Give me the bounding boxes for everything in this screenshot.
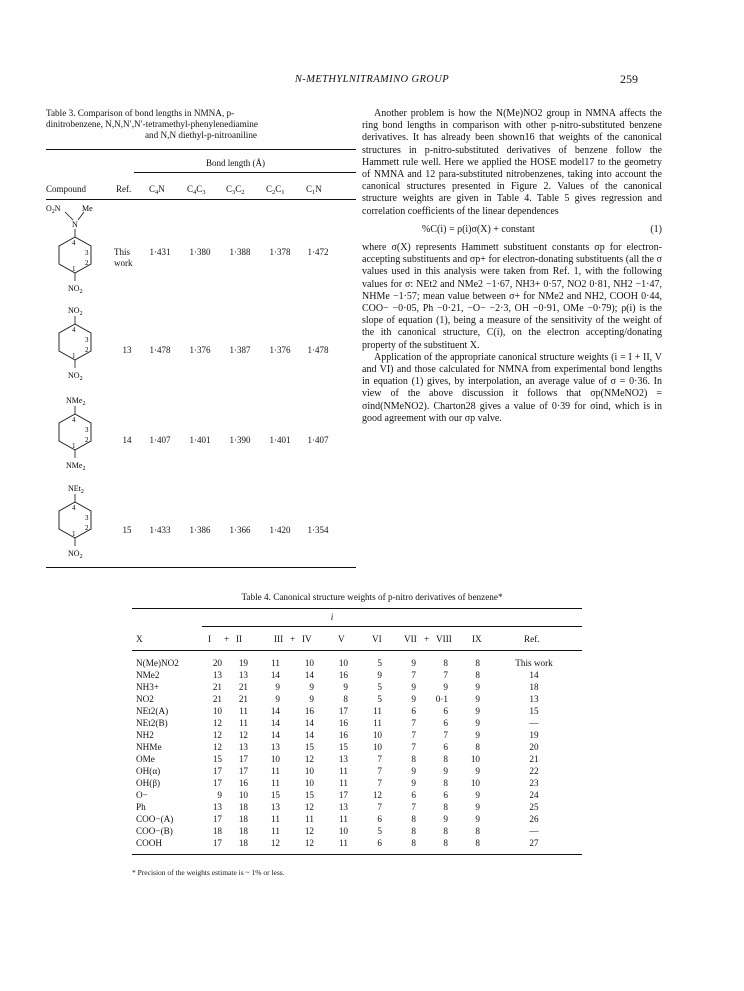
table3-cell: 1·478 <box>307 345 329 355</box>
table4-cell: 10 <box>338 826 348 836</box>
structure-dinitrobenzene <box>46 305 116 389</box>
table4-cell: 9 <box>217 790 222 800</box>
table3-caption-line: dinitrobenzene, N,N,N′,N′-tetramethyl-phenylenediamine <box>46 119 258 129</box>
svg-text:1: 1 <box>72 352 76 360</box>
table4-substituent: NMe2 <box>136 670 160 680</box>
table4-cell: 11 <box>339 814 348 824</box>
table4-substituent: NO2 <box>136 694 154 704</box>
table4-cell: 7 <box>411 730 416 740</box>
table4-cell: 18 <box>238 814 248 824</box>
table4-header-cell: IV <box>302 634 312 644</box>
table4-cell: 10 <box>372 742 382 752</box>
table4-cell: 8 <box>443 838 448 848</box>
table3-cell: 1·388 <box>229 247 251 257</box>
table4-cell: 9 <box>411 778 416 788</box>
table4-cell: 27 <box>529 838 539 848</box>
table4-cell: 13 <box>338 802 348 812</box>
table4-cell: 12 <box>304 826 314 836</box>
table4-header-cell: II <box>236 634 243 644</box>
table3-ref: 14 <box>122 435 132 445</box>
table-rule <box>132 608 582 609</box>
table4-cell: 11 <box>271 814 280 824</box>
table4-footnote: * Precision of the weights estimate is ~ 1% or less. <box>132 868 285 877</box>
table4-cell: 8 <box>411 838 416 848</box>
svg-text:4: 4 <box>72 239 76 247</box>
table4-cell: 14 <box>529 670 539 680</box>
table4-cell: 17 <box>212 778 222 788</box>
table-rule <box>132 650 582 651</box>
table-row <box>132 658 582 669</box>
table3-col-compound: Compound <box>46 184 87 194</box>
table4-substituent: NHMe <box>136 742 162 752</box>
table4-cell: 9 <box>343 682 348 692</box>
table-row <box>132 838 582 849</box>
svg-text:2: 2 <box>85 436 89 444</box>
table4-cell: 17 <box>212 766 222 776</box>
table4-cell: 11 <box>339 778 348 788</box>
svg-text:Me: Me <box>82 204 93 213</box>
table4-cell: 8 <box>411 814 416 824</box>
table4-cell: 16 <box>338 730 348 740</box>
table4-cell: 8 <box>443 658 448 668</box>
table4-cell: — <box>529 826 539 836</box>
table4-substituent: NH3+ <box>136 682 160 692</box>
table4-cell: 11 <box>271 766 280 776</box>
table4-cell: 10 <box>470 778 480 788</box>
table3-cell: 1·401 <box>189 435 211 445</box>
table4-cell: 26 <box>529 814 539 824</box>
svg-text:N: N <box>72 220 78 229</box>
table-row <box>132 682 582 693</box>
table3-cell: 1·386 <box>189 525 211 535</box>
svg-text:NO2: $NO_2$ <box>68 371 83 382</box>
svg-text:NEt2: NEt$_2$ <box>68 484 84 495</box>
table4-cell: 9 <box>475 682 480 692</box>
table4-cell: 10 <box>212 706 222 716</box>
table4-cell: 14 <box>304 730 314 740</box>
table4-cell: 20 <box>212 658 222 668</box>
table-row <box>132 802 582 813</box>
table4-substituent: N(Me)NO2 <box>136 658 179 668</box>
table4-cell: 6 <box>443 718 448 728</box>
table3-cell: 1·433 <box>149 525 171 535</box>
table-row <box>132 826 582 837</box>
table4-cell: 7 <box>377 754 382 764</box>
table4-cell: 11 <box>271 778 280 788</box>
table4-cell: 22 <box>529 766 539 776</box>
table4-header-cell: Ref. <box>524 634 540 644</box>
table-row <box>132 730 582 741</box>
table4-cell: 9 <box>475 730 480 740</box>
table4-cell: 6 <box>377 838 382 848</box>
table4-cell: 19 <box>529 730 539 740</box>
svg-text:NO2: $NO_2$ <box>68 549 83 560</box>
table4-cell: 21 <box>212 682 222 692</box>
svg-text:1: 1 <box>72 530 76 538</box>
table4-cell: 7 <box>411 718 416 728</box>
table4-cell: 11 <box>373 706 382 716</box>
table4-cell: 14 <box>304 670 314 680</box>
table4-cell: 7 <box>443 670 448 680</box>
table3-caption-line: and N,N diethyl-p-nitroaniline <box>144 130 257 140</box>
table4-cell: 11 <box>373 718 382 728</box>
table4-cell: 9 <box>443 682 448 692</box>
equation-number: (1) <box>650 223 662 235</box>
table3-ref: 13 <box>122 345 132 355</box>
table4-cell: 16 <box>338 718 348 728</box>
table4-cell: 8 <box>443 754 448 764</box>
table4-cell: 7 <box>411 742 416 752</box>
svg-text:2: 2 <box>85 524 89 532</box>
table3-cell: 1·472 <box>307 247 329 257</box>
table4-cell: 14 <box>270 718 280 728</box>
table4-header-cell: IX <box>472 634 482 644</box>
svg-text:NO2: $NO_2$ <box>68 306 83 317</box>
table4-cell: 5 <box>377 682 382 692</box>
table4-cell: 10 <box>238 790 248 800</box>
paragraph: Application of the appropriate canonical structure weights (i = I + II, V and VI) and those calculated for NMNA from experimental bond lengths in equation (1) gives, by interpolation, an average value of σ = 0·36. In view of the above discussion it follows that σp(NMeNO2) = σind(NMeNO2). Charton28 gives a value of 0·39 for σind, which is in good agreement with our σp valve. <box>362 351 662 424</box>
table4-i-label: i <box>330 612 334 622</box>
table4-cell: 20 <box>529 742 539 752</box>
table4-cell: 9 <box>475 706 480 716</box>
table4-cell: 17 <box>238 766 248 776</box>
table3-col-c1n: $C_1N$ <box>306 184 322 196</box>
table4-header-cell: III <box>274 634 284 644</box>
table4-cell: 19 <box>238 658 248 668</box>
table4-cell: 7 <box>377 802 382 812</box>
table4-cell: 10 <box>304 778 314 788</box>
svg-text:NMe2: NMe$_2$ <box>66 396 86 407</box>
page-number: 259 <box>620 72 638 86</box>
table4-caption: Table 4. Canonical structure weights of p-nitro derivatives of benzene* <box>241 592 503 602</box>
structure-tetramethyl-phenylenediamine <box>46 395 116 479</box>
table4-cell: 13 <box>270 802 280 812</box>
table4-cell: 9 <box>475 802 480 812</box>
table4-cell: 6 <box>377 814 382 824</box>
table4-cell: 9 <box>475 814 480 824</box>
table4-cell: 11 <box>271 658 280 668</box>
table4-substituent: COOH <box>136 838 163 848</box>
svg-text:3: 3 <box>85 426 89 434</box>
table4-cell: 12 <box>304 754 314 764</box>
table4-cell: 14 <box>270 730 280 740</box>
table4-cell: 25 <box>529 802 539 812</box>
table3-col-c3c2: $C_3C_2$ <box>226 184 245 196</box>
table-row <box>132 718 582 729</box>
table4-cell: 9 <box>411 658 416 668</box>
equation-text: %C(i) = ρ(i)σ(X) + constant <box>422 223 535 235</box>
table4-substituent: Ph <box>136 802 146 812</box>
table4-header-cell: VII <box>404 634 417 644</box>
table4-cell: 18 <box>238 826 248 836</box>
table4-header-cell: + <box>290 634 296 644</box>
table4-cell: 24 <box>529 790 539 800</box>
table4-cell: 8 <box>443 802 448 812</box>
table4-substituent: NEt2(B) <box>136 718 168 728</box>
table4-cell: 17 <box>212 838 222 848</box>
table4-cell: This work <box>515 658 553 668</box>
table4-cell: 6 <box>411 706 416 716</box>
table4-substituent: COO−(A) <box>136 814 174 824</box>
table4-substituent: O− <box>136 790 148 800</box>
table4-header-cell: VI <box>372 634 382 644</box>
table4-cell: 17 <box>238 754 248 764</box>
table4-cell: 12 <box>372 790 382 800</box>
table4-cell: 9 <box>377 670 382 680</box>
table3-cell: 1·478 <box>149 345 171 355</box>
table4-cell: 21 <box>238 694 248 704</box>
table4-substituent: COO−(B) <box>136 826 173 836</box>
table4-cell: 8 <box>475 670 480 680</box>
table4-header-cell: + <box>424 634 430 644</box>
table3-col-c4c3: $C_4C_3$ <box>187 184 206 196</box>
table3-cell: 1·390 <box>229 435 251 445</box>
table3-cell: 1·378 <box>269 247 291 257</box>
table4-cell: 13 <box>238 670 248 680</box>
table4-cell: 8 <box>343 694 348 704</box>
table-rule <box>46 567 356 568</box>
table-row <box>132 754 582 765</box>
table4-cell: 7 <box>377 766 382 776</box>
table4-cell: 8 <box>475 742 480 752</box>
paragraph: where σ(X) represents Hammett substituent constants σp for electron-accepting substituents and σp+ for electron-donating substituents (all the σ values used in this analysis were taken from Ref. 1, with the following values for σ: NEt2 and NMe2 −1·67, NH3+ 0·57, NO2 0·81, NH2 −1·47, NHMe −1·57; mean value between σ+ for NMe2 and NH2, COOH 0·44, COO− −0·05, Ph −0·21, −O− −2·3, OH −0·91, OMe −0·79); ρ(i) is the slope of equation (1), being a measure of the sensitivity of the weight of the ith canonical structure, C(i), on the electron accepting/donating property of the substituent X. <box>362 242 662 351</box>
svg-text:4: 4 <box>72 326 76 334</box>
table3-cell: 1·431 <box>149 247 171 257</box>
table4-substituent: OH(β) <box>136 778 161 788</box>
table4-cell: 15 <box>304 742 314 752</box>
table4-cell: 9 <box>475 694 480 704</box>
table4-cell: 0·1 <box>435 694 448 704</box>
table3-caption <box>46 108 356 141</box>
table4-cell: 10 <box>304 658 314 668</box>
table4-cell: 11 <box>239 706 248 716</box>
table4-cell: 15 <box>338 742 348 752</box>
table4-cell: 7 <box>411 802 416 812</box>
table4-cell: 9 <box>475 766 480 776</box>
table4-cell: 6 <box>411 790 416 800</box>
table4-cell: 14 <box>304 718 314 728</box>
table4-cell: 12 <box>212 730 222 740</box>
table4-cell: 12 <box>270 838 280 848</box>
table4-cell: 12 <box>304 802 314 812</box>
table3-cell: 1·376 <box>189 345 211 355</box>
table4-cell: 11 <box>339 766 348 776</box>
table3-caption-line: Table 3. Comparison of bond lengths in NMNA, p- <box>46 108 235 118</box>
table4-cell: 5 <box>377 826 382 836</box>
table4-cell: 17 <box>338 790 348 800</box>
svg-text:2: 2 <box>85 346 89 354</box>
table4-cell: 16 <box>238 778 248 788</box>
table4-cell: 9 <box>443 766 448 776</box>
table-row <box>132 814 582 825</box>
table4-cell: 7 <box>377 778 382 788</box>
table4-cell: 13 <box>338 754 348 764</box>
table4-cell: 8 <box>443 778 448 788</box>
svg-text:2: 2 <box>85 259 89 267</box>
svg-text:3: 3 <box>85 336 89 344</box>
table4-cell: 9 <box>475 718 480 728</box>
table-rule <box>46 199 356 200</box>
table4-cell: 21 <box>212 694 222 704</box>
table4-cell: 18 <box>529 682 539 692</box>
table3-ref: 15 <box>122 525 132 535</box>
body-text-column <box>362 108 662 425</box>
table4-cell: 7 <box>443 730 448 740</box>
table3-group-header: Bond length (Å) <box>206 158 265 168</box>
table4-cell: 18 <box>212 826 222 836</box>
table4-cell: 8 <box>475 838 480 848</box>
table4-cell: 11 <box>305 814 314 824</box>
table4-cell: 12 <box>212 742 222 752</box>
table-row <box>132 742 582 753</box>
table4-cell: 12 <box>238 730 248 740</box>
table4-cell: 11 <box>339 838 348 848</box>
table3-cell: 1·387 <box>229 345 251 355</box>
table3-col-c4n: $C_4N$ <box>149 184 165 196</box>
table4-cell: — <box>529 718 539 728</box>
table4-cell: 6 <box>443 742 448 752</box>
svg-text:4: 4 <box>72 416 76 424</box>
table4-cell: 12 <box>304 838 314 848</box>
table4-cell: 6 <box>443 790 448 800</box>
svg-text:NO2: $NO_2$ <box>68 284 83 295</box>
running-title: N-METHYLNITRAMINO GROUP <box>294 74 450 85</box>
table3-cell: 1·407 <box>149 435 171 445</box>
table4-cell: 8 <box>443 826 448 836</box>
table4-cell: 16 <box>338 670 348 680</box>
table4-cell: 9 <box>411 682 416 692</box>
svg-text:NMe2: NMe$_2$ <box>66 461 86 472</box>
table3-cell: 1·380 <box>189 247 211 257</box>
table-row <box>132 790 582 801</box>
table3-ref: This <box>114 247 131 257</box>
svg-text:3: 3 <box>85 249 89 257</box>
table4-cell: 9 <box>275 682 280 692</box>
table4-substituent: OMe <box>136 754 155 764</box>
table-rule <box>46 149 356 150</box>
table4-cell: 18 <box>238 838 248 848</box>
table4-cell: 17 <box>338 706 348 716</box>
table4-cell: 13 <box>529 694 539 704</box>
table3-cell: 1·401 <box>269 435 291 445</box>
paragraph: Another problem is how the N(Me)NO2 group in NMNA affects the ring bond lengths in comparison with other p-nitro-substituted benzene derivatives. It has already been shown16 that weights of the canonical structures in p-nitro-substituted derivatives of benzene follow the Hammett rule well. Here we applied the HOSE model17 to the geometry of NMNA and 12 para-substituted nitrobenzenes, taking into account the canonical structures presented in Figure 2. Values of the canonical structure weights are given in Table 4. Table 5 gives regression and correlation coefficients of the linear dependences <box>362 108 662 217</box>
table4-header-cell: I <box>208 634 212 644</box>
table4-cell: 10 <box>270 754 280 764</box>
table4-cell: 8 <box>411 826 416 836</box>
table4-cell: 9 <box>411 766 416 776</box>
table4-substituent: NH2 <box>136 730 154 740</box>
table4-cell: 17 <box>212 814 222 824</box>
svg-text:4: 4 <box>72 504 76 512</box>
table4-header-cell: + <box>224 634 230 644</box>
table4-cell: 9 <box>475 790 480 800</box>
table3-col-ref: Ref. <box>116 184 132 194</box>
table4-cell: 9 <box>309 694 314 704</box>
table4-cell: 15 <box>212 754 222 764</box>
table4-cell: 13 <box>212 802 222 812</box>
table4-cell: 5 <box>377 658 382 668</box>
table4-cell: 5 <box>377 694 382 704</box>
table4-cell: 9 <box>411 694 416 704</box>
table4-cell: 11 <box>271 826 280 836</box>
table4-header-cell: VIII <box>436 634 452 644</box>
table3-cell: 1·366 <box>229 525 251 535</box>
table-row <box>132 670 582 681</box>
table3-cell: 1·407 <box>307 435 329 445</box>
table3-ref: work <box>114 258 133 268</box>
table4-cell: 10 <box>338 658 348 668</box>
table3-cell: 1·420 <box>269 525 291 535</box>
table4-header-cell: X <box>136 634 143 644</box>
table4-cell: 13 <box>212 670 222 680</box>
table3-cell: 1·376 <box>269 345 291 355</box>
table4-cell: 15 <box>270 790 280 800</box>
table4-header-cell: V <box>338 634 345 644</box>
table4-cell: 9 <box>275 694 280 704</box>
table4-cell: 10 <box>470 754 480 764</box>
table4-cell: 13 <box>238 742 248 752</box>
svg-text:O2N: $O_2N$ <box>46 204 61 215</box>
table3-col-c2c1: $C_2C_1$ <box>266 184 285 196</box>
table4-cell: 9 <box>309 682 314 692</box>
table-row <box>132 694 582 705</box>
table4-cell: 21 <box>238 682 248 692</box>
table4-cell: 23 <box>529 778 539 788</box>
table4-cell: 6 <box>443 706 448 716</box>
table4-cell: 8 <box>411 754 416 764</box>
table4-cell: 7 <box>411 670 416 680</box>
structure-diethyl-nitroaniline <box>46 483 116 567</box>
svg-text:3: 3 <box>85 514 89 522</box>
table4-cell: 15 <box>304 790 314 800</box>
structure-nmna <box>46 203 116 299</box>
table4-substituent: OH(α) <box>136 766 161 776</box>
table-rule <box>132 854 582 855</box>
svg-text:1: 1 <box>72 442 76 450</box>
equation-1 <box>362 224 662 236</box>
table4-substituent: NEt2(A) <box>136 706 169 716</box>
table4-cell: 10 <box>304 766 314 776</box>
table-row <box>132 778 582 789</box>
table4-cell: 21 <box>529 754 539 764</box>
table4-cell: 15 <box>529 706 539 716</box>
table4-cell: 11 <box>239 718 248 728</box>
table-row <box>132 766 582 777</box>
table4-cell: 9 <box>443 814 448 824</box>
table-row <box>132 706 582 717</box>
table-rule <box>134 172 356 173</box>
table4-cell: 8 <box>475 826 480 836</box>
table-rule <box>202 626 582 627</box>
table4-cell: 14 <box>270 670 280 680</box>
table4-cell: 8 <box>475 658 480 668</box>
table3-cell: 1·354 <box>307 525 329 535</box>
table4-cell: 16 <box>304 706 314 716</box>
svg-text:1: 1 <box>72 265 76 273</box>
table4-cell: 13 <box>270 742 280 752</box>
table4-cell: 18 <box>238 802 248 812</box>
table4-cell: 14 <box>270 706 280 716</box>
table4-cell: 10 <box>372 730 382 740</box>
table4-cell: 12 <box>212 718 222 728</box>
